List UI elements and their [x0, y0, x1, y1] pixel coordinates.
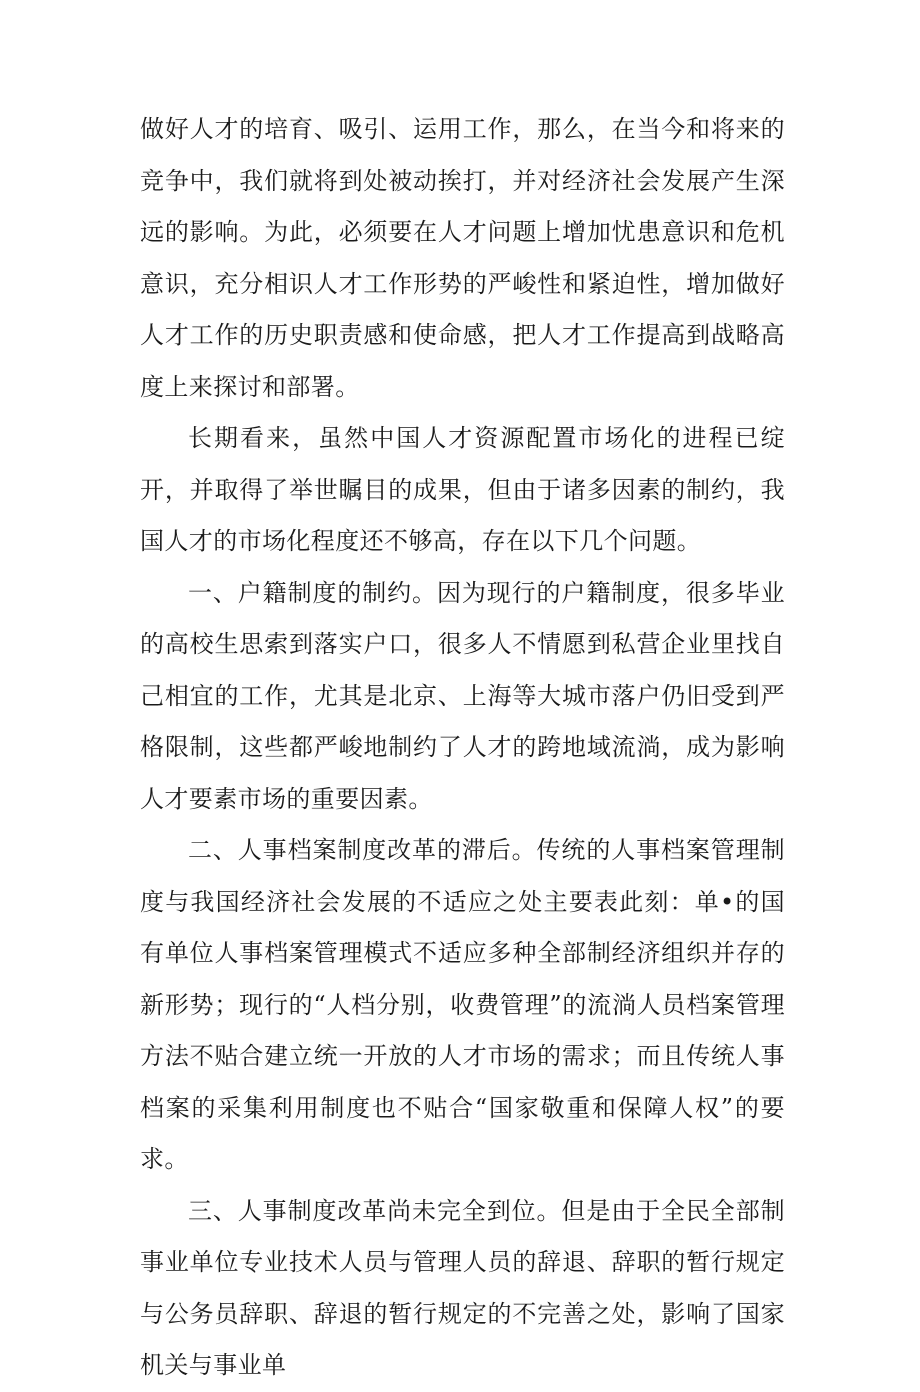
paragraph-5: 三、人事制度改革尚未完全到位。但是由于全民全部制事业单位专业技术人员与管理人员的辞退、辞职的暂行规定与公务员辞职、辞退的暂行规定的不完善之处，影响了国家机关与事业单 [140, 1196, 785, 1379]
paragraph-2: 长期看来，虽然中国人才资源配置市场化的进程已绽开，并取得了举世瞩目的成果，但由于诸多因素的制约，我国人才的市场化程度还不够高，存在以下几个问题。 [140, 424, 785, 555]
paragraph-1: 做好人才的培育、吸引、运用工作，那么，在当今和将来的竞争中，我们就将到处被动挨打，并对经济社会发展产生深远的影响。为此，必须要在人才问题上增加忧患意识和危机意识，充分相识人才工作形势的严峻性和紧迫性，增加做好人才工作的历史职责感和使命感，把人才工作提高到战略高度上来探讨和部署。 [140, 115, 785, 401]
paragraph-4: 二、人事档案制度改革的滞后。传统的人事档案管理制度与我国经济社会发展的不适应之处主要表此刻：单•的国有单位人事档案管理模式不适应多种全部制经济组织并存的新形势；现行的“人档分别，收费管理”的流淌人员档案管理方法不贴合建立统一开放的人才市场的需求；而且传统人事档案的采集利用制度也不贴合“国家敬重和保障人权”的要求。 [140, 836, 785, 1173]
paragraph-3: 一、户籍制度的制约。因为现行的户籍制度，很多毕业的高校生思索到落实户口，很多人不情愿到私营企业里找自己相宜的工作，尤其是北京、上海等大城市落户仍旧受到严格限制，这些都严峻地制约了人才的跨地域流淌，成为影响人才要素市场的重要因素。 [140, 578, 785, 813]
document-page [140, 104, 785, 1392]
